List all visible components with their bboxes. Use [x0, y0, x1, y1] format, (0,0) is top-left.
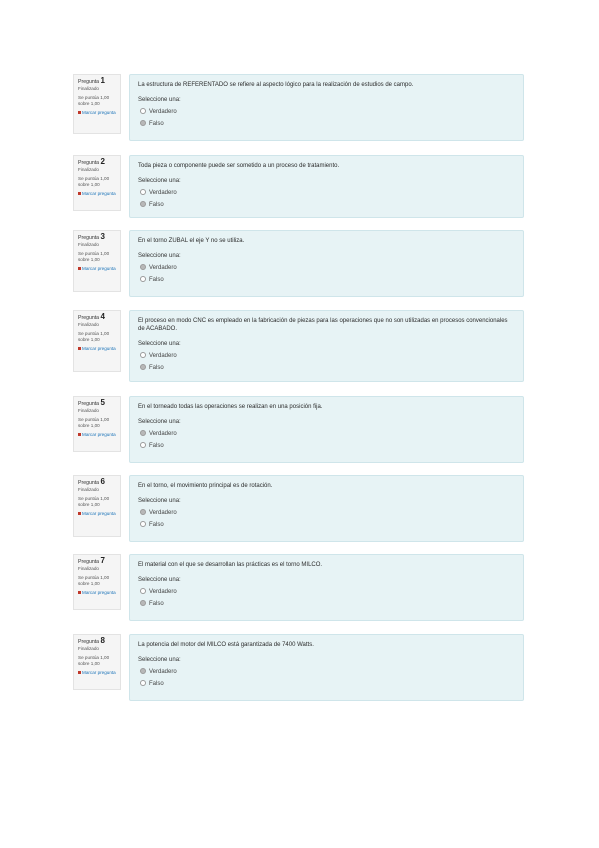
answer-option[interactable] [140, 352, 515, 360]
flag-icon [78, 111, 81, 114]
answer-option[interactable] [140, 276, 515, 284]
flag-question-label: Marcar pregunta [82, 266, 116, 271]
radio-icon[interactable] [140, 430, 146, 436]
question-info [73, 310, 121, 372]
answer-option-label: Falso [149, 202, 164, 208]
question-text: El material con el que se desarrollan las prácticas es el torno MILCO. [138, 562, 323, 568]
radio-icon[interactable] [140, 442, 146, 448]
question-text: La estructura de REFERENTADO se refiere al aspecto lógico para la realización de estudios de campo. [138, 82, 414, 88]
answer-prompt: Seleccione una: [138, 178, 181, 184]
question-grade: Se puntúa 1,00 sobre 1,00 [78, 176, 110, 187]
answer-option-label: Falso [149, 443, 164, 449]
radio-icon[interactable] [140, 521, 146, 527]
question-text: La potencia del motor del MILCO está garantizada de 7400 Watts. [138, 642, 314, 648]
question-number-label: Pregunta [78, 401, 100, 407]
question-grade: Se puntúa 1,00 sobre 1,00 [78, 95, 110, 106]
answer-prompt: Seleccione una: [138, 341, 181, 347]
answer-option-label: Verdadero [149, 431, 177, 437]
flag-icon [78, 347, 81, 350]
answer-option-label: Falso [149, 365, 164, 371]
question-number [78, 400, 117, 407]
answer-option[interactable] [140, 509, 515, 517]
question-number [78, 558, 117, 565]
answer-prompt: Seleccione una: [138, 657, 181, 663]
question-info [73, 634, 121, 690]
radio-icon[interactable] [140, 108, 146, 114]
answer-option[interactable] [140, 108, 515, 116]
question-number-label: Pregunta [78, 160, 100, 166]
question-text: Toda pieza o componente puede ser sometido a un proceso de tratamiento. [138, 163, 340, 169]
question-number-label: Pregunta [78, 315, 100, 321]
question-state: Finalizado [78, 408, 99, 413]
radio-icon[interactable] [140, 364, 146, 370]
answer-prompt: Seleccione una: [138, 253, 181, 259]
flag-question-label: Marcar pregunta [82, 191, 116, 196]
radio-icon[interactable] [140, 276, 146, 282]
question-content [129, 554, 524, 621]
flag-question-label: Marcar pregunta [82, 590, 116, 595]
flag-question-label: Marcar pregunta [82, 432, 116, 437]
question-text: En el torno, el movimiento principal es de rotación. [138, 483, 273, 489]
question-number-label: Pregunta [78, 480, 100, 486]
answer-option[interactable] [140, 442, 515, 450]
answer-option-label: Falso [149, 522, 164, 528]
question-number-label: Pregunta [78, 235, 100, 241]
answer-option[interactable] [140, 264, 515, 272]
question-info [73, 230, 121, 292]
question-state: Finalizado [78, 566, 99, 571]
radio-icon[interactable] [140, 680, 146, 686]
question-text: En el torno ZUBAL el eje Y no se utiliza. [138, 238, 245, 244]
answer-option[interactable] [140, 189, 515, 197]
answer-prompt: Seleccione una: [138, 419, 181, 425]
answer-option-label: Verdadero [149, 669, 177, 675]
question-number [78, 78, 117, 85]
question-number-value: 7 [100, 556, 105, 565]
flag-icon [78, 671, 81, 674]
question-number-label: Pregunta [78, 79, 100, 85]
answer-option-label: Falso [149, 601, 164, 607]
flag-question-link[interactable] [78, 346, 117, 352]
question-state: Finalizado [78, 322, 99, 327]
radio-icon[interactable] [140, 588, 146, 594]
flag-question-link[interactable] [78, 432, 117, 438]
question-info [73, 155, 121, 211]
question-number [78, 638, 117, 645]
radio-icon[interactable] [140, 352, 146, 358]
answer-option-label: Falso [149, 121, 164, 127]
question-content [129, 155, 524, 218]
flag-question-label: Marcar pregunta [82, 670, 116, 675]
radio-icon[interactable] [140, 600, 146, 606]
flag-icon [78, 192, 81, 195]
question-grade: Se puntúa 1,00 sobre 1,00 [78, 575, 110, 586]
question-state: Finalizado [78, 242, 99, 247]
answer-prompt: Seleccione una: [138, 577, 181, 583]
question-grade: Se puntúa 1,00 sobre 1,00 [78, 251, 110, 262]
answer-option-label: Verdadero [149, 589, 177, 595]
answer-prompt: Seleccione una: [138, 498, 181, 504]
question-number-value: 2 [100, 157, 105, 166]
answer-prompt: Seleccione una: [138, 97, 181, 103]
flag-icon [78, 433, 81, 436]
question-number-label: Pregunta [78, 639, 100, 645]
answer-option-label: Verdadero [149, 109, 177, 115]
answer-option[interactable] [140, 668, 515, 676]
question-state: Finalizado [78, 487, 99, 492]
answer-option[interactable] [140, 600, 515, 608]
question-content [129, 475, 524, 542]
answer-option-label: Verdadero [149, 265, 177, 271]
question-state: Finalizado [78, 86, 99, 91]
flag-icon [78, 512, 81, 515]
flag-question-link[interactable] [78, 511, 117, 517]
question-content [129, 396, 524, 463]
radio-icon[interactable] [140, 201, 146, 207]
question-state: Finalizado [78, 646, 99, 651]
question-info [73, 554, 121, 610]
answer-option[interactable] [140, 201, 515, 209]
answer-option[interactable] [140, 680, 515, 688]
question-number-value: 8 [100, 636, 105, 645]
radio-icon[interactable] [140, 189, 146, 195]
answer-option[interactable] [140, 430, 515, 438]
answer-option[interactable] [140, 364, 515, 372]
answer-option-label: Falso [149, 277, 164, 283]
flag-question-label: Marcar pregunta [82, 511, 116, 516]
answer-option[interactable] [140, 120, 515, 128]
question-info [73, 396, 121, 452]
flag-question-link[interactable] [78, 191, 117, 197]
answer-option-label: Verdadero [149, 353, 177, 359]
question-number-value: 6 [100, 477, 105, 486]
answer-option[interactable] [140, 588, 515, 596]
question-number [78, 479, 117, 486]
flag-icon [78, 267, 81, 270]
flag-question-label: Marcar pregunta [82, 110, 116, 115]
flag-question-link[interactable] [78, 670, 117, 676]
question-number-value: 3 [100, 232, 105, 241]
flag-question-link[interactable] [78, 590, 117, 596]
question-info [73, 475, 121, 537]
question-content [129, 230, 524, 297]
radio-icon[interactable] [140, 668, 146, 674]
question-number [78, 314, 117, 321]
question-text: El proceso en modo CNC es empleado en la fabricación de piezas para las operaciones que no son utilizadas en procesos convencionales de ACABADO. [138, 318, 508, 332]
question-number [78, 234, 117, 241]
answer-option-label: Falso [149, 681, 164, 687]
question-info [73, 74, 121, 134]
question-grade: Se puntúa 1,00 sobre 1,00 [78, 417, 110, 428]
question-grade: Se puntúa 1,00 sobre 1,00 [78, 496, 110, 507]
question-content [129, 634, 524, 701]
question-content [129, 310, 524, 382]
question-grade: Se puntúa 1,00 sobre 1,00 [78, 655, 110, 666]
answer-option[interactable] [140, 521, 515, 529]
question-state: Finalizado [78, 167, 99, 172]
question-number-value: 4 [100, 312, 105, 321]
radio-icon[interactable] [140, 120, 146, 126]
question-grade: Se puntúa 1,00 sobre 1,00 [78, 331, 110, 342]
flag-question-label: Marcar pregunta [82, 346, 116, 351]
answer-option-label: Verdadero [149, 190, 177, 196]
flag-question-link[interactable] [78, 110, 117, 116]
flag-question-link[interactable] [78, 266, 117, 272]
question-number-label: Pregunta [78, 559, 100, 565]
answer-option-label: Verdadero [149, 510, 177, 516]
question-number-value: 1 [100, 76, 105, 85]
radio-icon[interactable] [140, 264, 146, 270]
question-number-value: 5 [100, 398, 105, 407]
question-text: En el torneado todas las operaciones se realizan en una posición fija. [138, 404, 323, 410]
radio-icon[interactable] [140, 509, 146, 515]
flag-icon [78, 591, 81, 594]
question-number [78, 159, 117, 166]
question-content [129, 74, 524, 141]
